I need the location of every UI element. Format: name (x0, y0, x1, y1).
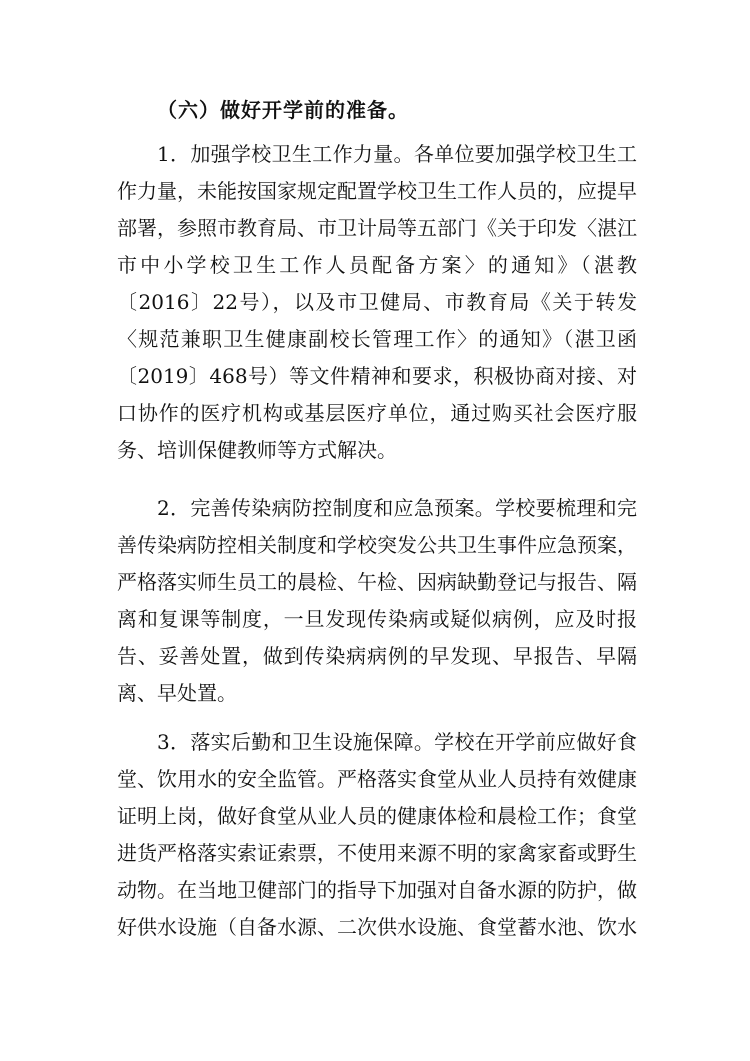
paragraph-staffing: 1．加强学校卫生工作力量。各单位要加强学校卫生工作力量，未能按国家规定配置学校卫生工作人员的，应提早部署，参照市教育局、市卫计局等五部门《关于印发〈湛江市中小学校卫生工作人员配备方案〉的通知》（湛教〔2016〕22号），以及市卫健局、市教育局《关于转发〈规范兼职卫生健康副校长管理工作〉的通知》（湛卫函〔2019〕468号）等文件精神和要求，积极协商对接、对口协作的医疗机构或基层医疗单位，通过购买社会医疗服务、培训保健教师等方式解决。 (117, 142, 637, 462)
paragraph-logistics: 3．落实后勤和卫生设施保障。学校在开学前应做好食堂、饮用水的安全监管。严格落实食堂从业人员持有效健康证明上岗，做好食堂从业人员的健康体检和晨检工作；食堂进货严格落实索证索票，不使用来源不明的家禽家畜或野生动物。在当地卫健部门的指导下加强对自备水源的防护，做好供水设施（自备水源、二次供水设施、食堂蓄水池、饮水 (117, 730, 637, 939)
section-heading: （六）做好开学前的准备。 (157, 98, 409, 122)
paragraph-infectious-disease: 2．完善传染病防控制度和应急预案。学校要梳理和完善传染病防控相关制度和学校突发公共卫生事件应急预案，严格落实师生员工的晨检、午检、因病缺勤登记与报告、隔离和复课等制度，一旦发现传染病或疑似病例，应及时报告、妥善处置，做到传染病病例的早发现、早报告、早隔离、早处置。 (117, 496, 637, 705)
